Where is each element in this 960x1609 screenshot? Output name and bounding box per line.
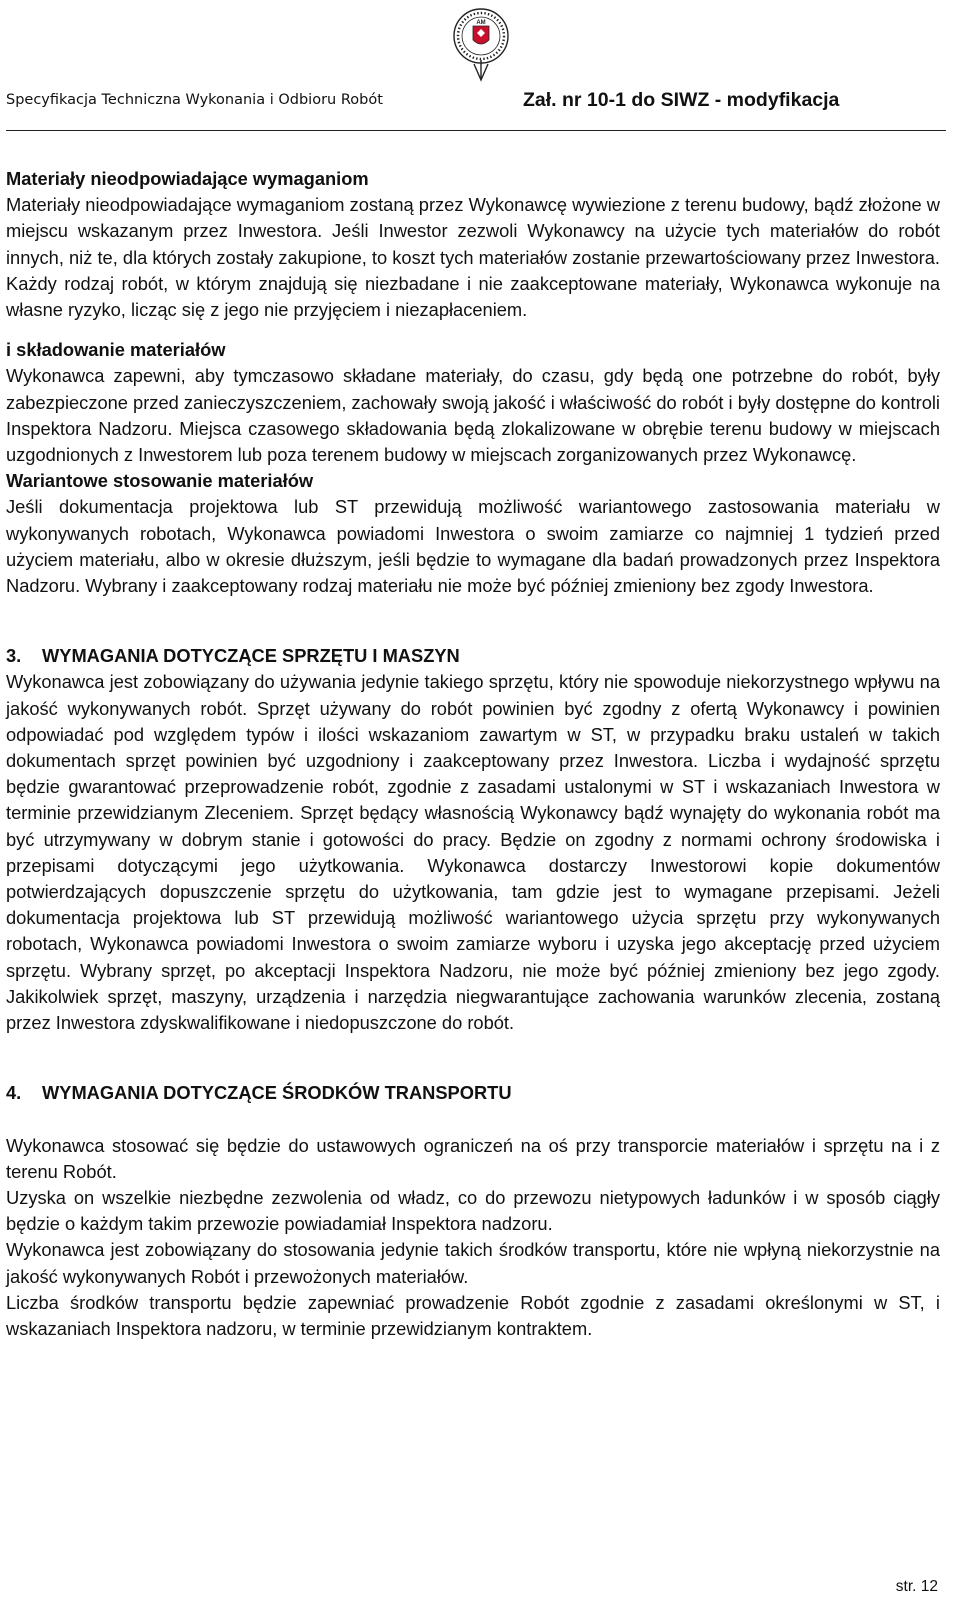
paragraph-nonconforming-materials: Materiały nieodpowiadające wymaganiom zostaną przez Wykonawcę wywiezione z terenu budowy, bądź złożone w miejscu wskazanym przez Inwestora. Jeśli Inwestor zezwoli Wykonawcy na użycie tych materiałów do robót innych, niż te, dla których zostały zakupione, to koszt tych materiałów zostanie przewartościowany przez Inwestora. Każdy rodzaj robót, w którym znajdują się niezbadane i nie zaakceptowane materiały, Wykonawca wykonuje na własne ryzyko, licząc się z jego nie przyjęciem i niezapłaceniem.: [6, 194, 940, 321]
paragraph-storage-materials: Wykonawca zapewni, aby tymczasowo składane materiały, do czasu, gdy będą one potrzebne do robót, były zabezpieczone przed zanieczyszczeniem, zachowały swoją jakość i właściwość do robót i były dostępne do kontroli Inspektora Nadzoru. Miejsca czasowego składowania będą zlokalizowane w obrębie terenu budowy w miejscach uzgodnionych z Inwestorem lub poza terenem budowy w miejscach zorganizowanych przez Wykonawcę.: [6, 365, 940, 466]
attachment-label: Zał. nr 10-1 do SIWZ - modyfikacja: [523, 89, 840, 111]
section-3-number: 3.: [6, 645, 22, 667]
section-3-title: WYMAGANIA DOTYCZĄCE SPRZĘTU I MASZYN: [42, 645, 460, 667]
heading-variant-materials: Wariantowe stosowanie materiałów: [6, 470, 314, 492]
page-number: str. 12: [895, 1578, 938, 1595]
paragraph-transport-3: Wykonawca jest zobowiązany do stosowania jedynie takich środków transportu, które nie wpłyną niekorzystnie na jakość wykonywanych Robót i przewożonych materiałów.: [6, 1239, 940, 1287]
paragraph-equipment: Wykonawca jest zobowiązany do używania jedynie takiego sprzętu, który nie spowoduje niekorzystnego wpływu na jakość wykonywanych robót. Sprzęt używany do robót powinien być zgodny z ofertą Wykonawcy i powinien odpowiadać pod względem typów i ilości wskazaniom zawartym w ST, w przypadku braku ustaleń w takich dokumentach sprzęt powinien być uzgodniony i zaakceptowany przez Inwestora. Liczba i wydajność sprzętu będzie gwarantować przeprowadzenie robót, zgodnie z zasadami ustalonymi w ST i wskazaniach Inwestora w terminie przewidzianym Zleceniem. Sprzęt będący własnością Wykonawcy bądź wynajęty do wykonania robót ma być utrzymywany w dobrym stanie i gotowości do pracy. Będzie on zgodny z normami ochrony środowiska i przepisami dotyczącymi jego użytkowania. Wykonawca dostarczy Inwestorowi kopie dokumentów potwierdzających dopuszczenie sprzętu do użytkowania, tam gdzie jest to wymagane przepisami. Jeżeli dokumentacja projektowa lub ST przewidują możliwość wariantowego użycia sprzętu przy wykonywanych robotach, Wykonawca powiadomi Inwestora o swoim zamiarze wyboru i uzyska jego akceptację przed użyciem sprzętu. Wybrany sprzęt, po akceptacji Inspektora Nadzoru, nie może być później zmieniony bez jego zgody. Jakikolwiek sprzęt, maszyny, urządzenia i narzędzia niegwarantujące zachowania warunków zlecenia, zostaną przez Inwestora zdyskwalifikowane i niedopuszczone do robót.: [6, 671, 940, 1034]
section-4-title: WYMAGANIA DOTYCZĄCE ŚRODKÓW TRANSPORTU: [42, 1082, 512, 1104]
section-4-number: 4.: [6, 1082, 22, 1104]
paragraph-variant-materials: Jeśli dokumentacja projektowa lub ST przewidują możliwość wariantowego zastosowania materiału w wykonywanych robotach, Wykonawca powiadomi Inwestora o swoim zamiarze co najmniej 1 tydzień przed użyciem materiału, albo w okresie dłuższym, jeśli będzie to wymagane dla badań prowadzonych przez Inspektora Nadzoru. Wybrany i zaakceptowany rodzaj materiału nie może być później zmieniony bez zgody Inwestora.: [6, 496, 940, 597]
heading-nonconforming-materials: Materiały nieodpowiadające wymaganiom: [6, 168, 369, 189]
section-4-heading: [6, 1080, 940, 1106]
paragraph-transport-4: Liczba środków transportu będzie zapewniać prowadzenie Robót zgodnie z zasadami określonymi w ST, i wskazaniach Inspektora nadzoru, w terminie przewidzianym kontraktem.: [6, 1291, 940, 1339]
paragraph-transport-1: Wykonawca stosować się będzie do ustawowych ograniczeń na oś przy transporcie materiałów i sprzętu na i z terenu Robót.: [6, 1134, 940, 1182]
document-title: Specyfikacja Techniczna Wykonania i Odbioru Robót: [6, 92, 383, 108]
section-3-heading: [6, 643, 940, 669]
header-divider: [6, 130, 946, 131]
heading-storage-materials: i składowanie materiałów: [6, 339, 226, 361]
paragraph-transport-2: Uzyska on wszelkie niezbędne zezwolenia od władz, co do przewozu nietypowych ładunków i w sposób ciągły będzie o każdym takim przewozie powiadamiał Inspektora nadzoru.: [6, 1186, 940, 1235]
document-body: [6, 166, 940, 1342]
logo-initials: AM: [476, 20, 486, 26]
akademia-morska-logo: [452, 2, 510, 84]
